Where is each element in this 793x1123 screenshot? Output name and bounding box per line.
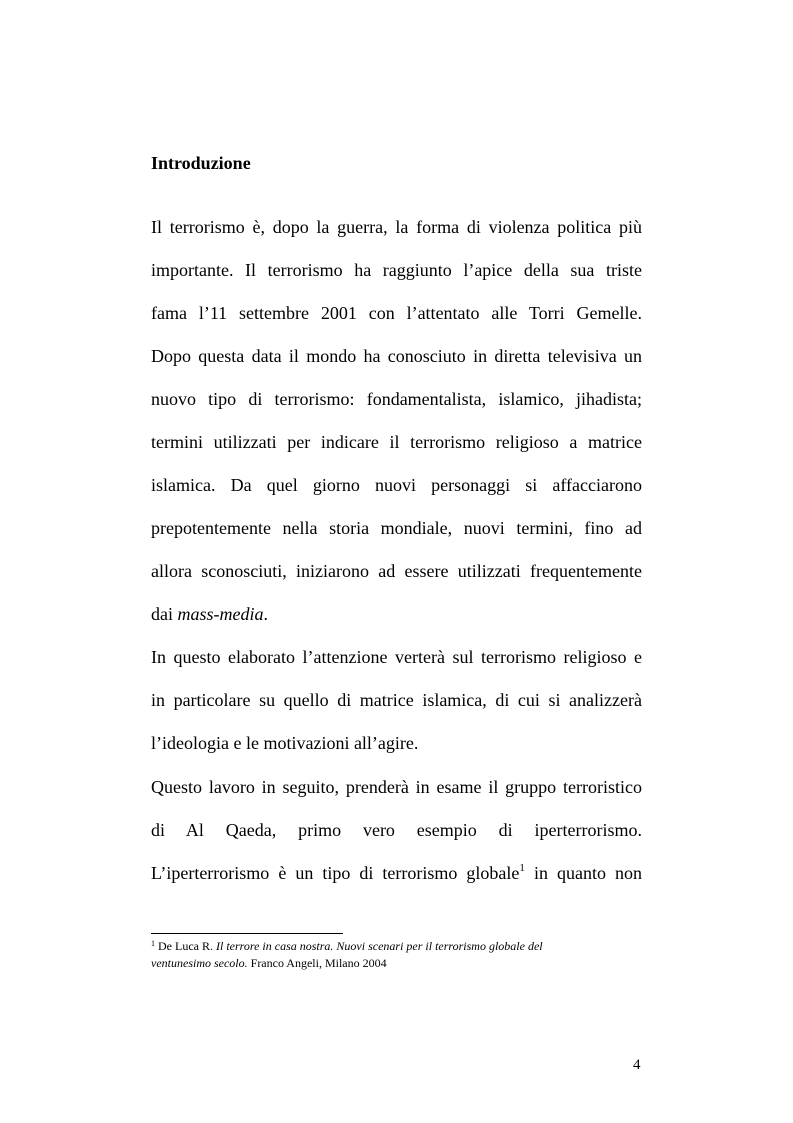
- text-line: Dopo questa data il mondo ha conosciuto in diretta televisiva un: [151, 346, 642, 366]
- text-line: in particolare su quello di matrice islamica, di cui si analizzerà: [151, 690, 642, 710]
- text-line-last: l’ideologia e le motivazioni all’agire.: [151, 733, 419, 753]
- text-line: importante. Il terrorismo ha raggiunto l’apice della sua triste: [151, 260, 642, 280]
- footnote-separator: [151, 933, 343, 934]
- text-line: Questo lavoro in seguito, prenderà in esame il gruppo terroristico: [151, 777, 642, 797]
- text-fragment: L’iperterrorismo è un tipo di terrorismo globale: [151, 863, 520, 883]
- text-line: Il terrorismo è, dopo la guerra, la forma di violenza politica più: [151, 217, 642, 237]
- section-heading: Introduzione: [151, 153, 251, 173]
- text-line: allora sconosciuti, iniziarono ad essere utilizzati frequentemente: [151, 561, 642, 581]
- footnote: [151, 938, 642, 972]
- footnote-reference[interactable]: 1: [519, 862, 525, 874]
- footnote-publisher: Franco Angeli, Milano 2004: [247, 956, 387, 970]
- footnote-title: Il terrore in casa nostra. Nuovi scenari per il terrorismo globale del: [215, 939, 543, 953]
- text-line: prepotentemente nella storia mondiale, nuovi termini, fino ad: [151, 518, 642, 538]
- footnote-title-continued: ventunesimo secolo.: [151, 956, 248, 970]
- paragraph-focus: [151, 636, 642, 765]
- text-fragment: .: [263, 604, 268, 624]
- text-line-last: [151, 593, 642, 636]
- text-line: di Al Qaeda, primo vero esempio di iperterrorismo.: [151, 820, 642, 840]
- text-line: [151, 852, 642, 895]
- text-line: In questo elaborato l’attenzione verterà sul terrorismo religioso e: [151, 647, 642, 667]
- text-line: termini utilizzati per indicare il terrorismo religioso a matrice: [151, 432, 642, 452]
- text-fragment: in quanto non: [524, 863, 642, 883]
- text-line: nuovo tipo di terrorismo: fondamentalista, islamico, jihadista;: [151, 389, 642, 409]
- paragraph-intro: [151, 206, 642, 636]
- text-line: islamica. Da quel giorno nuovi personaggi si affacciarono: [151, 475, 642, 495]
- text-line: fama l’11 settembre 2001 con l’attentato alle Torri Gemelle.: [151, 303, 642, 323]
- text-fragment: dai: [151, 604, 178, 624]
- page-number: 4: [633, 1057, 641, 1073]
- italic-term: mass-media: [177, 604, 264, 624]
- paragraph-al-qaeda: [151, 766, 642, 895]
- footnote-number: 1: [151, 939, 155, 948]
- footnote-author: De Luca R.: [155, 939, 216, 953]
